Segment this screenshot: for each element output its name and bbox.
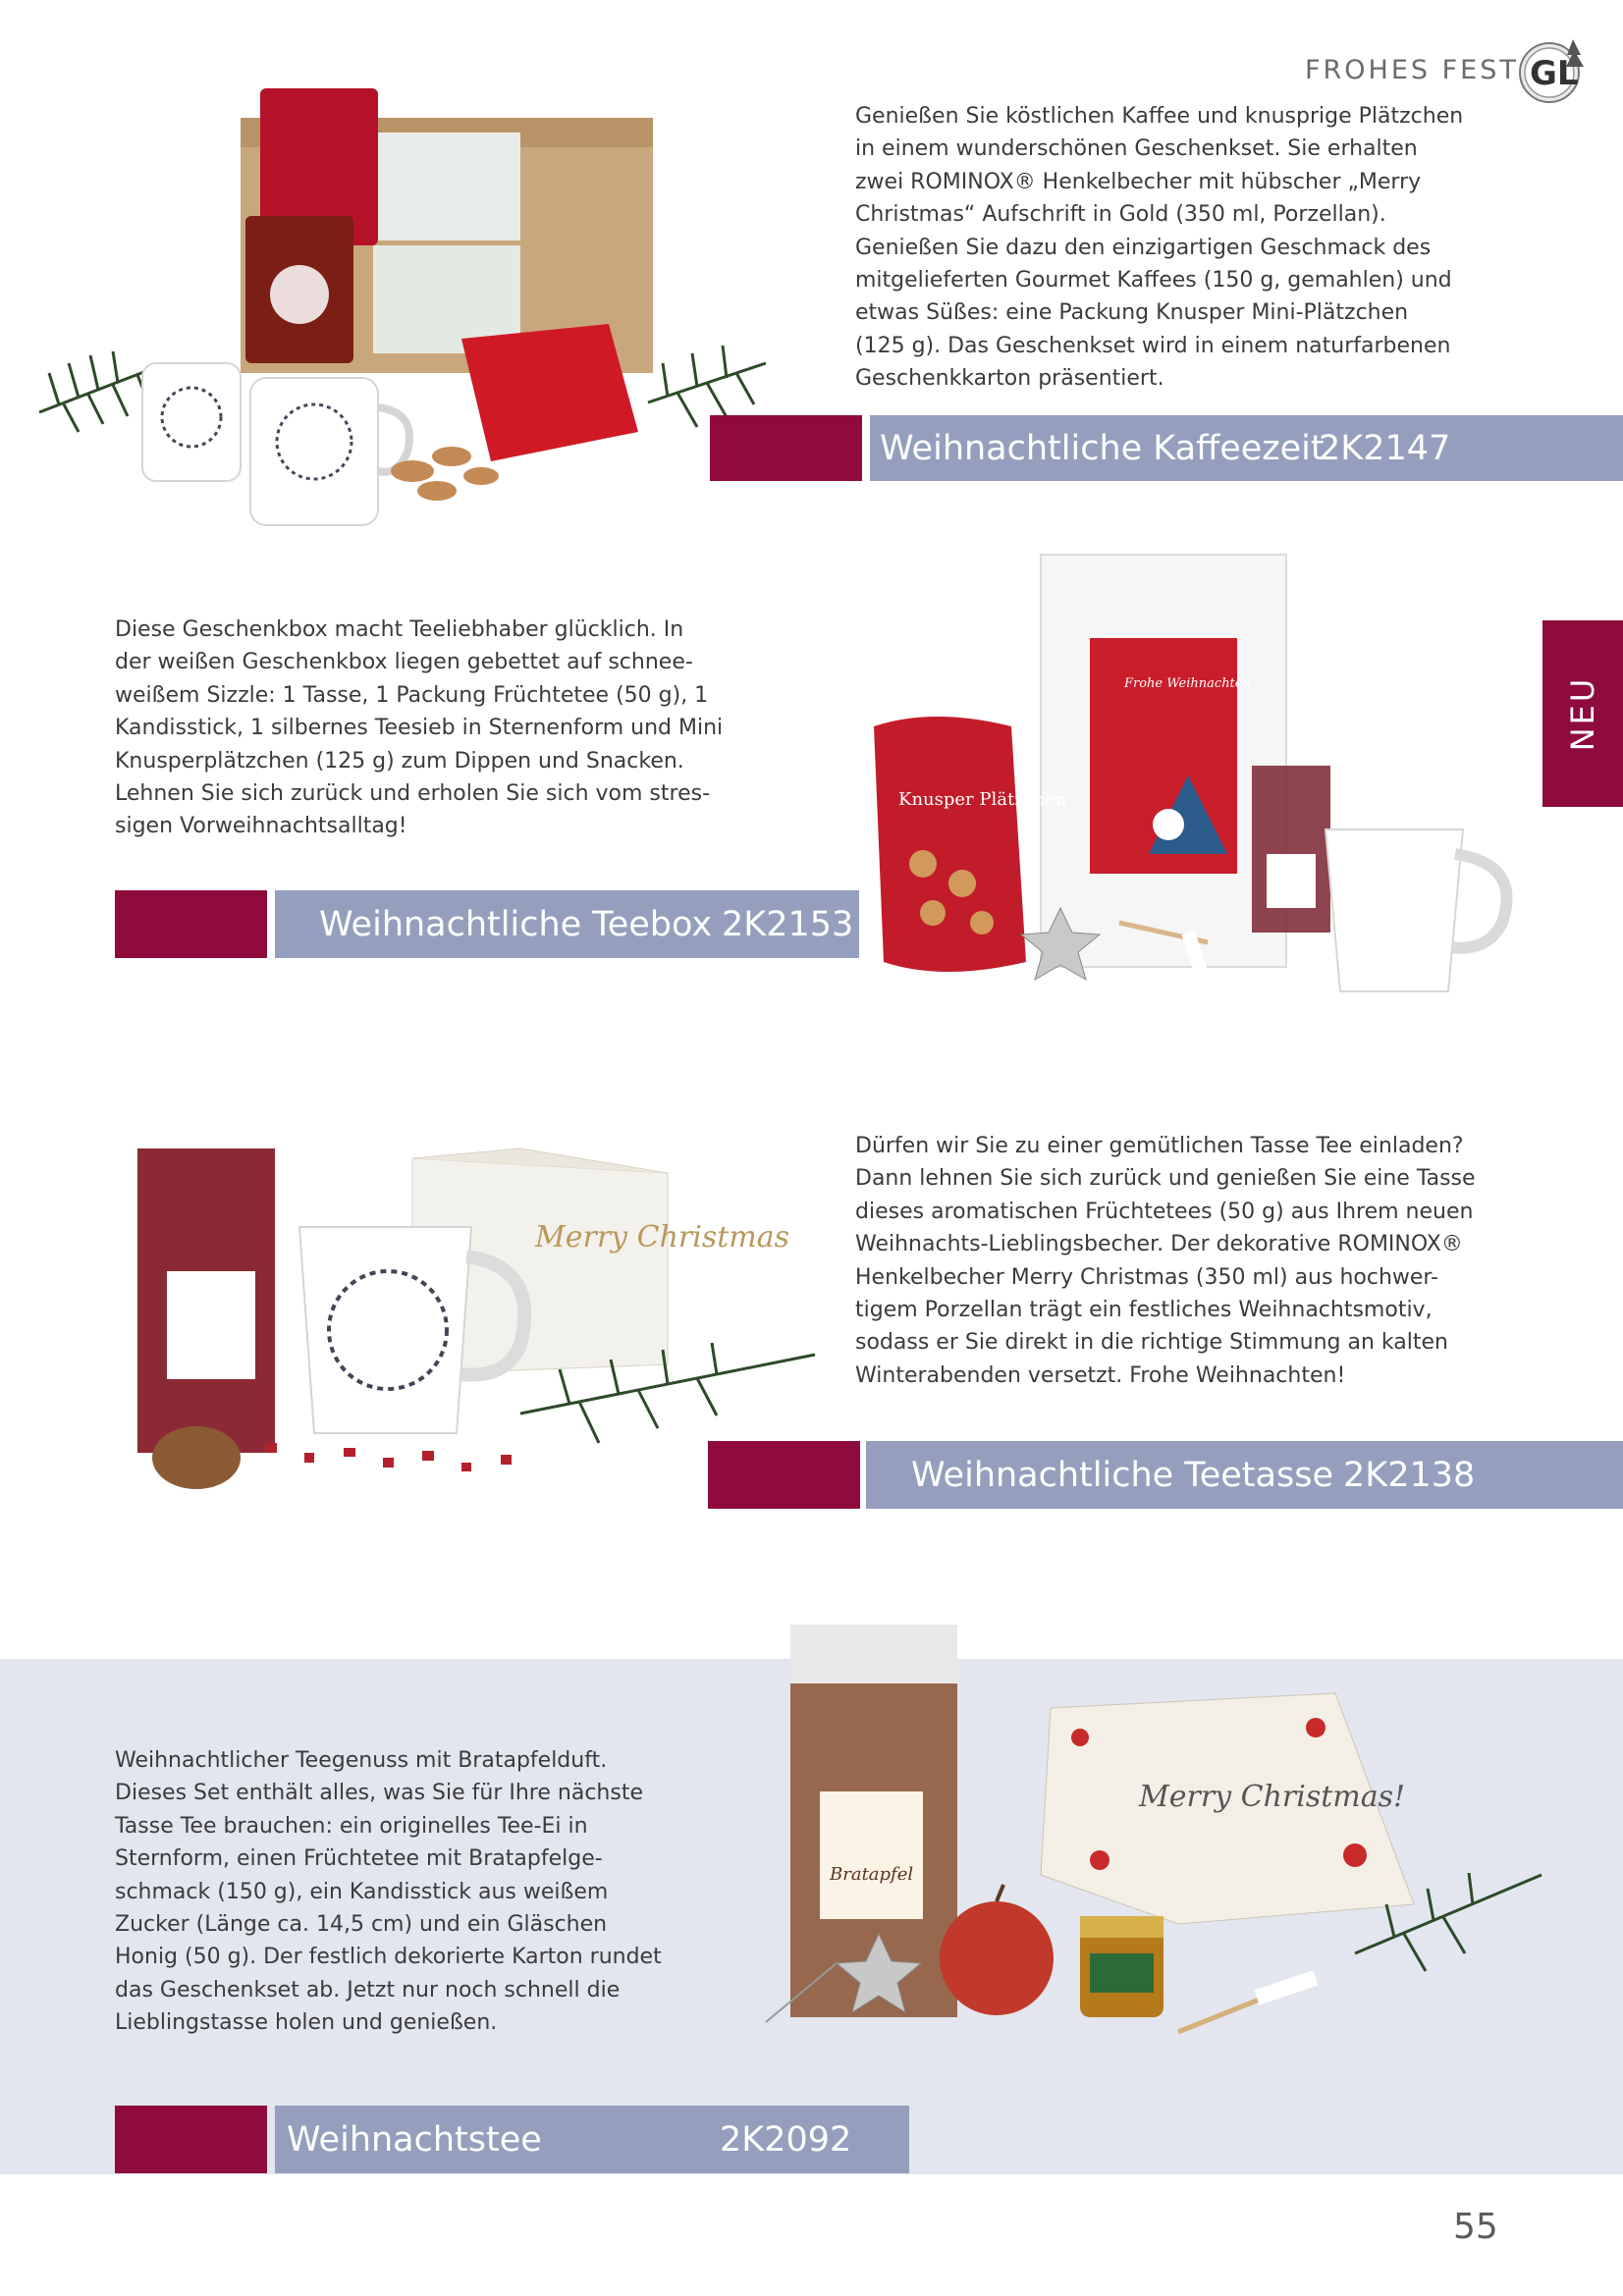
accent-bar	[708, 1441, 860, 1509]
product-name: Weihnachtliche Teebox	[319, 905, 713, 944]
accent-bar	[115, 890, 267, 958]
product-code: 2K2147	[1319, 429, 1451, 468]
product-code: 2K2153	[722, 905, 854, 944]
brand-text: FROHES FEST	[1305, 55, 1519, 85]
product-code: 2K2138	[1343, 1456, 1476, 1495]
svg-text:Merry Christmas: Merry Christmas	[535, 1220, 790, 1255]
product-name: Weihnachtliche Teetasse	[911, 1456, 1333, 1495]
svg-text:Merry Christmas!: Merry Christmas!	[1139, 1780, 1406, 1814]
product-name: Weihnachtstee	[287, 2120, 542, 2160]
product-description-kaffeezeit: Genießen Sie köstlichen Kaffee und knusprige Plätzchen in einem wunderschönen Geschenkset. Sie erhalten zwei ROMINOX® Henkelbecher mit hübscher „Merry Christmas“ Aufschrift in Gold (350 ml, Porzellan). Genießen Sie dazu den einzigartigen Geschmack des mitgelieferten Gourmet Kaffees (150 g, gemahlen) und etwas Süßes: eine Packung Knusper Mini-Plätzchen (125 g). Das Geschenkset wird in einem naturfarbenen Geschenkkarton präsentiert.	[855, 104, 1464, 392]
white-mug	[1325, 829, 1463, 991]
cookie-bag	[461, 324, 638, 461]
product-photo-coffee-gift-set	[20, 39, 785, 550]
mug-left	[142, 363, 241, 481]
svg-text:GL: GL	[1530, 54, 1579, 93]
svg-text:Frohe Weihnachten: Frohe Weihnachten	[1124, 676, 1251, 691]
product-description-weihnachtstee: Weihnachtlicher Teegenuss mit Bratapfelduft. Dieses Set enthält alles, was Sie für Ihre nächste Tasse Tee brauchen: ein originelles Tee-Ei in Sternform, einen Früchtetee mit Bratapfelge- schmack (150 g), ein Kandisstick aus weißem Zucker (Länge ca. 14,5 cm) und ein Gläschen Honig (50 g). Der festlich dekorierte Karton rundet das Geschenkset ab. Jetzt nur noch schnell die Lieblingstasse holen und genießen.	[115, 1748, 662, 2036]
new-badge-label: NEU	[1564, 675, 1601, 752]
accent-bar	[115, 2106, 267, 2173]
svg-text:Knusper Plätzchen: Knusper Plätzchen	[898, 789, 1067, 810]
gl-christmas-tree-logo-icon	[1516, 35, 1587, 106]
knusper-bag	[874, 717, 1026, 972]
svg-text:Bratapfel: Bratapfel	[830, 1864, 914, 1885]
product-description-teetasse: Dürfen wir Sie zu einer gemütlichen Tasse Tee einladen? Dann lehnen Sie sich zurück und genießen Sie eine Tasse dieses aromatischen Früchtetees (50 g) aus Ihrem neuen Weihnachts-Lieblingsbecher. Der dekorative ROMINOX® Henkelbecher Merry Christmas (350 ml) aus hochwer- tigem Porzellan trägt ein festliches Weihnachtsmotiv, sodass er Sie direkt in die richtige Stimmung an kalten Winterabenden versetzt. Frohe Weihnachten!	[855, 1134, 1476, 1388]
product-name: Weihnachtliche Kaffeezeit	[880, 429, 1325, 468]
page-number: 55	[1453, 2207, 1498, 2247]
red-apple	[940, 1901, 1054, 2015]
product-description-teebox: Diese Geschenkbox macht Teeliebhaber glücklich. In der weißen Geschenkbox liegen gebettet auf schnee- weißem Sizzle: 1 Tasse, 1 Packung Früchtetee (50 g), 1 Kandisstick, 1 silbernes Teesieb in Sternenform und Mini Knusperplätzchen (125 g) zum Dippen und Snacken. Lehnen Sie sich zurück und erholen Sie sich vom stres- sigen Vorweihnachtsalltag!	[115, 617, 724, 839]
product-photo-apple-tea-set	[727, 1610, 1551, 2081]
mug-right	[250, 378, 409, 525]
cookie	[152, 1426, 241, 1489]
product-photo-tea-box	[854, 530, 1561, 1080]
product-code: 2K2092	[720, 2120, 852, 2160]
accent-bar	[710, 415, 862, 481]
